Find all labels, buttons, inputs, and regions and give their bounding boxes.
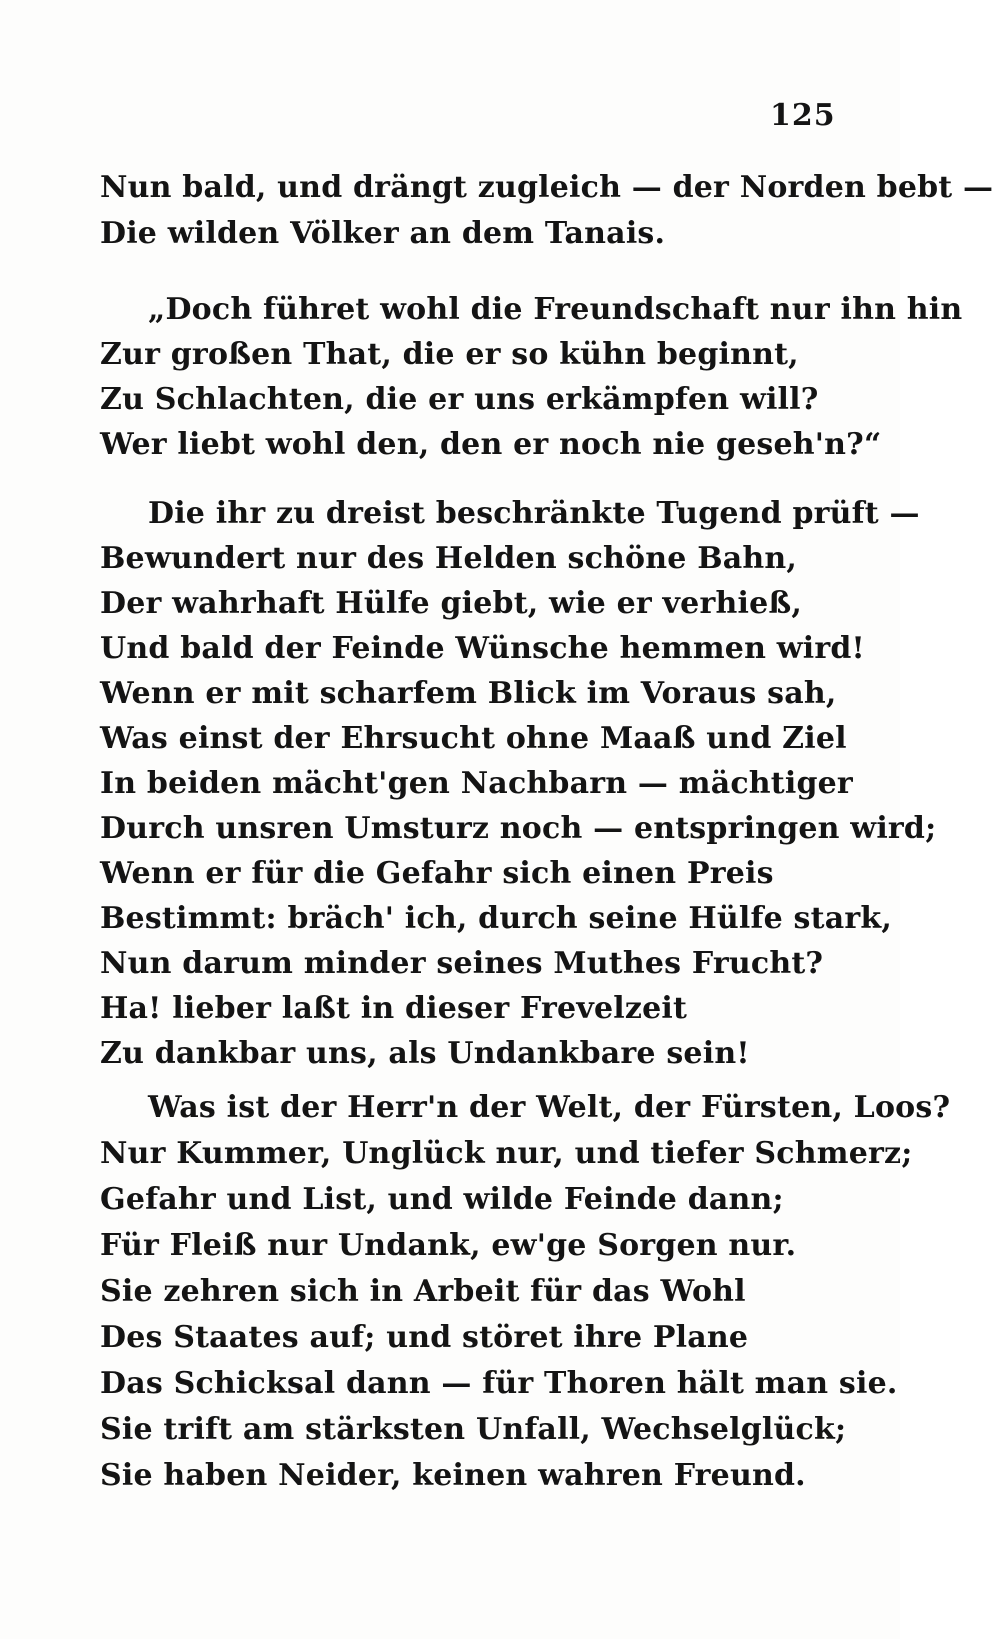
verse-line: Ha! lieber laßt in dieser Frevelzeit (100, 991, 688, 1026)
verse-line: Zu dankbar uns, als Undankbare sein! (100, 1036, 750, 1071)
verse-line: Und bald der Feinde Wünsche hemmen wird! (100, 631, 865, 666)
verse-line: Zu Schlachten, die er uns erkämpfen will? (100, 382, 819, 417)
page-number: 125 (770, 98, 836, 133)
verse-line: In beiden mächt'gen Nachbarn — mächtiger (100, 766, 853, 801)
verse-line: Gefahr und List, und wilde Feinde dann; (100, 1182, 784, 1217)
verse-line: Was ist der Herr'n der Welt, der Fürsten, Loos? (148, 1090, 951, 1125)
verse-line: Wenn er mit scharfem Blick im Voraus sah, (100, 676, 837, 711)
verse-line: Nun bald, und drängt zugleich — der Norden bebt — (100, 170, 993, 205)
verse-line: Die ihr zu dreist beschränkte Tugend prüft — (148, 496, 920, 531)
verse-line: Zur großen That, die er so kühn beginnt, (100, 337, 799, 372)
verse-line: Durch unsren Umsturz noch — entspringen wird; (100, 811, 937, 846)
verse-line: Die wilden Völker an dem Tanais. (100, 216, 666, 251)
verse-line: Sie trift am stärksten Unfall, Wechselglück; (100, 1412, 847, 1447)
verse-line: Was einst der Ehrsucht ohne Maaß und Ziel (100, 721, 847, 756)
verse-line: Sie haben Neider, keinen wahren Freund. (100, 1458, 806, 1493)
verse-line: Der wahrhaft Hülfe giebt, wie er verhieß, (100, 586, 803, 621)
verse-line: Wer liebt wohl den, den er noch nie geseh'n?“ (100, 427, 882, 462)
verse-line: Bestimmt: bräch' ich, durch seine Hülfe stark, (100, 901, 892, 936)
verse-line: Nur Kummer, Unglück nur, und tiefer Schmerz; (100, 1136, 913, 1171)
verse-line: Für Fleiß nur Undank, ew'ge Sorgen nur. (100, 1228, 797, 1263)
verse-line: Nun darum minder seines Muthes Frucht? (100, 946, 824, 981)
verse-line: Des Staates auf; und störet ihre Plane (100, 1320, 749, 1355)
verse-line: Das Schicksal dann — für Thoren hält man sie. (100, 1366, 898, 1401)
verse-line: Wenn er für die Gefahr sich einen Preis (100, 856, 774, 891)
verse-line: Bewundert nur des Helden schöne Bahn, (100, 541, 798, 576)
verse-line: „Doch führet wohl die Freundschaft nur ihn hin (148, 292, 963, 327)
verse-line: Sie zehren sich in Arbeit für das Wohl (100, 1274, 746, 1309)
